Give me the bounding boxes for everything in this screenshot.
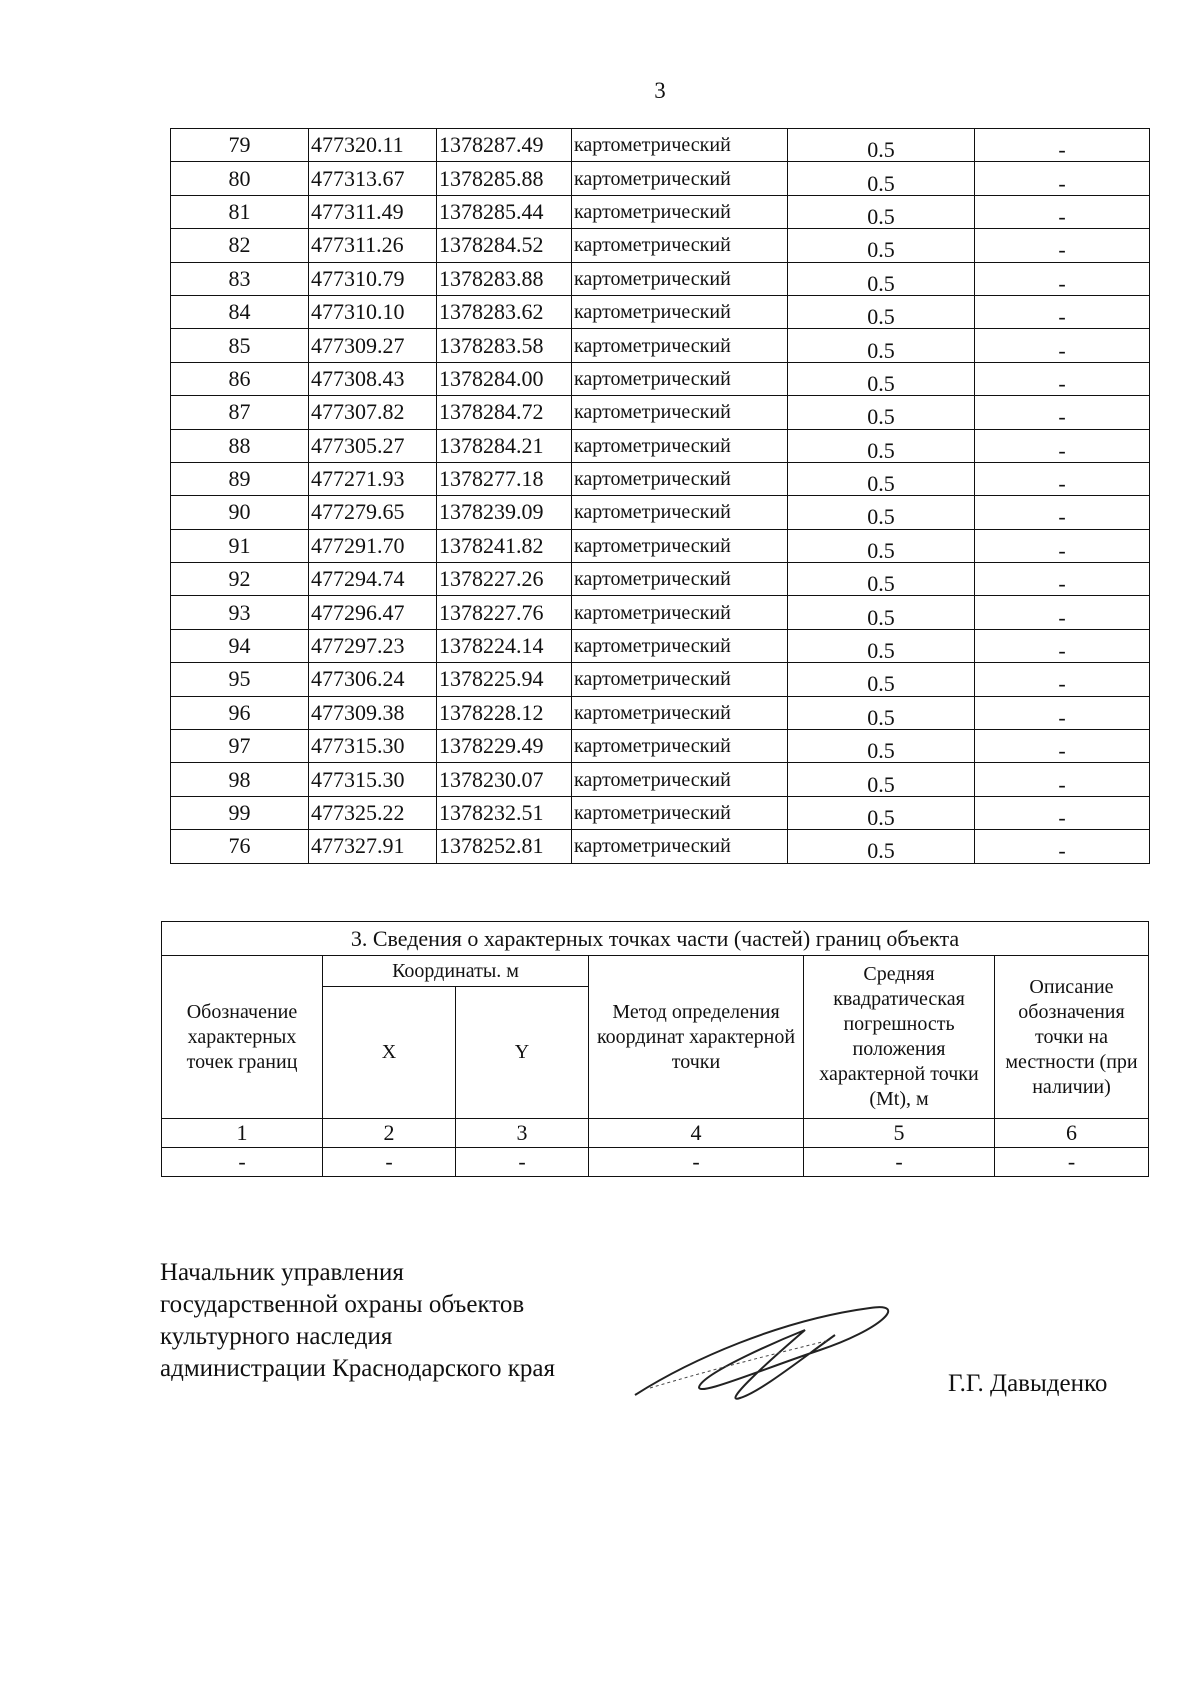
coord-x: 477305.27 [309,429,437,462]
table-row [171,596,1150,629]
table-row [171,730,1150,763]
description: - [975,429,1150,462]
coord-y: 1378239.09 [437,496,572,529]
header-x: X [323,987,456,1119]
description: - [975,763,1150,796]
table-row [171,362,1150,395]
handwritten-signature [630,1300,910,1410]
error-value: 0.5 [788,629,975,662]
table-row [171,496,1150,529]
description: - [975,162,1150,195]
method: картометрический [572,529,788,562]
column-number-row [162,1119,1149,1148]
description: - [975,529,1150,562]
method: картометрический [572,396,788,429]
point-number: 92 [171,563,309,596]
coord-y: 1378284.52 [437,229,572,262]
point-number: 76 [171,830,309,863]
description: - [975,195,1150,228]
error-value: 0.5 [788,295,975,328]
coord-y: 1378285.44 [437,195,572,228]
empty-cell: - [456,1147,589,1176]
column-number: 6 [995,1119,1149,1148]
point-number: 84 [171,295,309,328]
point-number: 88 [171,429,309,462]
method: картометрический [572,563,788,596]
point-number: 87 [171,396,309,429]
method: картометрический [572,796,788,829]
method: картометрический [572,663,788,696]
column-number: 5 [804,1119,995,1148]
coord-y: 1378224.14 [437,629,572,662]
table-row [171,529,1150,562]
table-row [171,162,1150,195]
description: - [975,663,1150,696]
header-coords: Координаты. м [323,956,589,987]
description: - [975,129,1150,162]
table-row [171,396,1150,429]
method: картометрический [572,596,788,629]
coord-x: 477311.26 [309,229,437,262]
description: - [975,696,1150,729]
description: - [975,329,1150,362]
method: картометрический [572,362,788,395]
error-value: 0.5 [788,563,975,596]
signatory-line: администрации Краснодарского края [160,1355,556,1382]
coord-x: 477297.23 [309,629,437,662]
table-row [171,796,1150,829]
signatory-title [160,1257,555,1385]
coord-x: 477327.91 [309,830,437,863]
table-row [171,195,1150,228]
coord-y: 1378232.51 [437,796,572,829]
point-number: 85 [171,329,309,362]
coord-y: 1378225.94 [437,663,572,696]
point-number: 89 [171,462,309,495]
coord-y: 1378241.82 [437,529,572,562]
method: картометрический [572,129,788,162]
header-y: Y [456,987,589,1119]
coord-x: 477310.79 [309,262,437,295]
description: - [975,462,1150,495]
table-row [171,629,1150,662]
point-number: 96 [171,696,309,729]
point-number: 99 [171,796,309,829]
header-method: Метод определения координат характерной точки [589,956,804,1119]
coord-x: 477306.24 [309,663,437,696]
coord-x: 477315.30 [309,730,437,763]
table-row [171,663,1150,696]
coord-y: 1378277.18 [437,462,572,495]
section3-title: 3. Сведения о характерных точках части (частей) границ объекта [161,921,1149,955]
method: картометрический [572,763,788,796]
error-value: 0.5 [788,796,975,829]
method: картометрический [572,496,788,529]
coord-x: 477296.47 [309,596,437,629]
method: картометрический [572,162,788,195]
signatory-name: Г.Г. Давыденко [948,1370,1108,1397]
coord-y: 1378284.72 [437,396,572,429]
point-number: 80 [171,162,309,195]
description: - [975,563,1150,596]
error-value: 0.5 [788,596,975,629]
table-row [171,295,1150,328]
coord-y: 1378284.21 [437,429,572,462]
coord-y: 1378252.81 [437,830,572,863]
header-label: Обозначение характерных точек границ [162,956,323,1119]
description: - [975,730,1150,763]
coordinates-table-body [171,129,1150,864]
point-number: 94 [171,629,309,662]
table-row [171,429,1150,462]
table-row [171,229,1150,262]
coord-x: 477309.27 [309,329,437,362]
point-number: 90 [171,496,309,529]
point-number: 98 [171,763,309,796]
coord-y: 1378229.49 [437,730,572,763]
table-row [171,329,1150,362]
description: - [975,295,1150,328]
coord-x: 477320.11 [309,129,437,162]
table-row [171,129,1150,162]
error-value: 0.5 [788,396,975,429]
coord-x: 477315.30 [309,763,437,796]
column-number: 1 [162,1119,323,1148]
error-value: 0.5 [788,830,975,863]
method: картометрический [572,730,788,763]
error-value: 0.5 [788,262,975,295]
point-number: 79 [171,129,309,162]
coord-x: 477279.65 [309,496,437,529]
coord-y: 1378227.76 [437,596,572,629]
error-value: 0.5 [788,663,975,696]
column-number: 2 [323,1119,456,1148]
error-value: 0.5 [788,730,975,763]
coord-x: 477291.70 [309,529,437,562]
method: картометрический [572,329,788,362]
signatory-line: Начальник управления [160,1259,404,1286]
coord-x: 477307.82 [309,396,437,429]
error-value: 0.5 [788,162,975,195]
coord-y: 1378283.58 [437,329,572,362]
point-number: 95 [171,663,309,696]
error-value: 0.5 [788,229,975,262]
method: картометрический [572,262,788,295]
description: - [975,496,1150,529]
method: картометрический [572,429,788,462]
method: картометрический [572,629,788,662]
description: - [975,796,1150,829]
error-value: 0.5 [788,763,975,796]
coord-x: 477311.49 [309,195,437,228]
description: - [975,229,1150,262]
method: картометрический [572,462,788,495]
coord-y: 1378227.26 [437,563,572,596]
method: картометрический [572,229,788,262]
table-row [171,262,1150,295]
method: картометрический [572,295,788,328]
coord-x: 477271.93 [309,462,437,495]
error-value: 0.5 [788,362,975,395]
signatory-line: государственной охраны объектов [160,1291,525,1318]
point-number: 93 [171,596,309,629]
coord-y: 1378230.07 [437,763,572,796]
coord-y: 1378285.88 [437,162,572,195]
error-value: 0.5 [788,529,975,562]
point-number: 81 [171,195,309,228]
coord-x: 477325.22 [309,796,437,829]
point-number: 97 [171,730,309,763]
point-number: 82 [171,229,309,262]
description: - [975,262,1150,295]
method: картометрический [572,195,788,228]
description: - [975,596,1150,629]
error-value: 0.5 [788,195,975,228]
column-number: 3 [456,1119,589,1148]
method: картометрический [572,830,788,863]
table-row [171,462,1150,495]
error-value: 0.5 [788,329,975,362]
coord-x: 477309.38 [309,696,437,729]
coordinates-table [170,128,1150,864]
coord-y: 1378284.00 [437,362,572,395]
error-value: 0.5 [788,696,975,729]
empty-cell: - [995,1147,1149,1176]
column-number: 4 [589,1119,804,1148]
coord-y: 1378283.88 [437,262,572,295]
page-number: 3 [654,78,666,103]
empty-cell: - [162,1147,323,1176]
coord-x: 477294.74 [309,563,437,596]
coord-y: 1378283.62 [437,295,572,328]
description: - [975,362,1150,395]
empty-cell: - [804,1147,995,1176]
error-value: 0.5 [788,129,975,162]
boundary-parts-table [161,955,1149,1177]
description: - [975,396,1150,429]
point-number: 86 [171,362,309,395]
empty-cell: - [589,1147,804,1176]
coord-x: 477313.67 [309,162,437,195]
coord-y: 1378287.49 [437,129,572,162]
header-desc: Описание обозначения точки на местности (при наличии) [995,956,1149,1119]
error-value: 0.5 [788,496,975,529]
error-value: 0.5 [788,462,975,495]
point-number: 91 [171,529,309,562]
empty-data-row [162,1147,1149,1176]
error-value: 0.5 [788,429,975,462]
header-error: Средняя квадратическая погрешность положения характерной точки (Mt), м [804,956,995,1119]
table-row [171,763,1150,796]
table-row [171,830,1150,863]
coord-y: 1378228.12 [437,696,572,729]
description: - [975,830,1150,863]
empty-cell: - [323,1147,456,1176]
table-row [171,696,1150,729]
signatory-line: культурного наследия [160,1323,393,1350]
point-number: 83 [171,262,309,295]
coord-x: 477310.10 [309,295,437,328]
table-row [171,563,1150,596]
method: картометрический [572,696,788,729]
coord-x: 477308.43 [309,362,437,395]
description: - [975,629,1150,662]
